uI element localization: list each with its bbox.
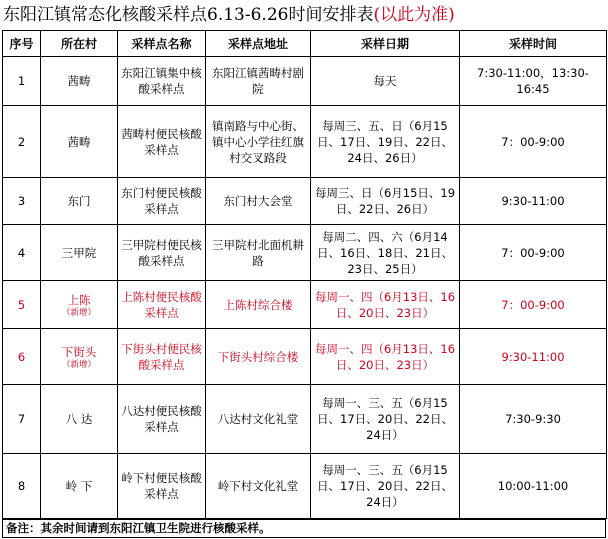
cell-dates-text: 每周三、五、日（6月15日、17日、19日、22日、24日、26日） xyxy=(317,118,453,165)
cell-time-text: 9:30-11:00 xyxy=(501,349,565,364)
table-row xyxy=(3,454,607,519)
cell-time xyxy=(460,385,607,454)
cell-site-name-text: 东门村便民核酸采样点 xyxy=(121,186,202,216)
cell-village-text: 岭 下 xyxy=(65,479,93,493)
cell-address xyxy=(206,329,311,385)
cell-dates-text: 每周二、四、六（6月14日、16日、18日、21日、23日、25日） xyxy=(317,229,453,276)
table-row xyxy=(3,225,607,281)
cell-village-text: 三甲院 xyxy=(61,245,97,260)
table-header-row xyxy=(3,31,607,57)
cell-site-name-text: 三甲院村便民核酸采样点 xyxy=(121,237,202,268)
cell-dates xyxy=(311,225,460,281)
header-time: 采样时间 xyxy=(460,31,607,57)
schedule-table xyxy=(2,30,607,519)
cell-dates xyxy=(311,106,460,178)
cell-address xyxy=(206,57,311,106)
cell-site-name-text: 岭下村便民核酸采样点 xyxy=(121,471,202,501)
cell-no-text: 6 xyxy=(17,349,26,364)
cell-dates-text: 每周三、日（6月15日、19日、22日、26日） xyxy=(314,186,456,216)
cell-dates-text: 每天 xyxy=(373,74,397,88)
cell-time xyxy=(460,281,607,329)
cell-site-name xyxy=(118,57,206,106)
cell-site-name-text: 下街头村便民核酸采样点 xyxy=(121,341,202,372)
cell-village xyxy=(41,281,118,329)
header-site-name: 采样点名称 xyxy=(118,31,206,57)
cell-site-name xyxy=(118,329,206,385)
cell-no xyxy=(3,225,41,281)
cell-village xyxy=(41,329,118,385)
cell-time xyxy=(460,178,607,225)
cell-address xyxy=(206,106,311,178)
cell-village-text: 茜畴 xyxy=(67,74,91,88)
cell-dates-text: 每周一、四（6月13日、16日、20日、23日） xyxy=(314,289,456,320)
header-dates: 采样日期 xyxy=(311,31,460,57)
new-tag: （新增） xyxy=(61,307,96,318)
cell-dates xyxy=(311,454,460,519)
footnote: 备注：其余时间请到东阳江镇卫生院进行核酸采样。 xyxy=(2,519,606,538)
cell-dates xyxy=(311,178,460,225)
cell-site-name xyxy=(118,454,206,519)
cell-time-text: 7：00-9:00 xyxy=(501,297,565,312)
cell-dates xyxy=(311,329,460,385)
cell-site-name-text: 茜畴村便民核酸采样点 xyxy=(121,126,202,157)
cell-no-text: 4 xyxy=(17,245,26,260)
cell-time xyxy=(460,57,607,106)
cell-no-text: 8 xyxy=(17,479,26,493)
cell-time-text: 10:00-11:00 xyxy=(497,479,569,493)
cell-village-text: 上陈 xyxy=(67,292,91,307)
header-no: 序号 xyxy=(3,31,41,57)
cell-time xyxy=(460,454,607,519)
page-title xyxy=(0,0,608,30)
cell-address-text: 上陈村综合楼 xyxy=(223,297,293,312)
cell-time xyxy=(460,329,607,385)
cell-site-name xyxy=(118,106,206,178)
cell-address xyxy=(206,454,311,519)
cell-no-text: 3 xyxy=(17,194,26,208)
cell-time xyxy=(460,106,607,178)
new-tag: （新增） xyxy=(61,359,96,370)
table-row xyxy=(3,106,607,178)
cell-site-name-text: 东阳江镇集中核酸采样点 xyxy=(121,66,202,96)
cell-address-text: 下街头村综合楼 xyxy=(217,349,299,364)
cell-no xyxy=(3,329,41,385)
cell-time xyxy=(460,225,607,281)
cell-no-text: 7 xyxy=(17,412,26,426)
cell-site-name-text: 上陈村便民核酸采样点 xyxy=(121,289,202,320)
cell-no-text: 1 xyxy=(17,74,26,88)
cell-dates xyxy=(311,57,460,106)
cell-no xyxy=(3,281,41,329)
cell-dates xyxy=(311,385,460,454)
table-row xyxy=(3,57,607,106)
cell-no xyxy=(3,106,41,178)
cell-village xyxy=(41,225,118,281)
cell-dates xyxy=(311,281,460,329)
cell-no xyxy=(3,385,41,454)
cell-address xyxy=(206,281,311,329)
cell-no-text: 2 xyxy=(17,134,26,149)
cell-no xyxy=(3,57,41,106)
cell-time-text: 9:30-11:00 xyxy=(501,194,565,208)
cell-address-text: 岭下村文化礼堂 xyxy=(217,479,299,493)
cell-village xyxy=(41,178,118,225)
cell-no xyxy=(3,454,41,519)
table-row xyxy=(3,329,607,385)
cell-village-text: 下街头 xyxy=(61,344,97,359)
title-highlight: (以此为准) xyxy=(373,5,455,25)
cell-address xyxy=(206,178,311,225)
cell-address xyxy=(206,225,311,281)
cell-site-name xyxy=(118,281,206,329)
cell-village xyxy=(41,106,118,178)
cell-village-text: 八 达 xyxy=(65,412,93,426)
cell-village xyxy=(41,385,118,454)
cell-dates-text: 每周一、三、五（6月15日、17日、20日、22日、24日） xyxy=(317,463,453,509)
cell-time-text: 7:30-9:30 xyxy=(505,412,561,426)
cell-village xyxy=(41,454,118,519)
cell-address-text: 东阳江镇茜畴村剧院 xyxy=(212,66,304,96)
cell-address-text: 镇南路与中心街、镇中心小学往红旗村交叉路段 xyxy=(212,118,304,165)
cell-site-name-text: 八达村便民核酸采样点 xyxy=(121,404,202,434)
cell-dates-text: 每周一、四（6月13日、16日、20日、23日） xyxy=(314,341,456,372)
cell-site-name xyxy=(118,385,206,454)
table-row xyxy=(3,385,607,454)
cell-address-text: 三甲院村北面机耕路 xyxy=(212,237,304,268)
cell-no-text: 5 xyxy=(17,297,26,312)
cell-site-name xyxy=(118,178,206,225)
cell-no xyxy=(3,178,41,225)
cell-time-text: 7:30-11:00，13:30-16:45 xyxy=(477,66,589,96)
cell-village-text: 茜畴 xyxy=(67,134,91,149)
cell-address xyxy=(206,385,311,454)
cell-village xyxy=(41,57,118,106)
cell-time-text: 7：00-9:00 xyxy=(501,245,565,260)
cell-address-text: 八达村文化礼堂 xyxy=(217,412,299,426)
cell-address-text: 东门村大会堂 xyxy=(223,194,293,208)
cell-site-name xyxy=(118,225,206,281)
header-village: 所在村 xyxy=(41,31,118,57)
table-row xyxy=(3,178,607,225)
title-main: 东阳江镇常态化核酸采样点6.13-6.26时间安排表 xyxy=(3,5,374,25)
cell-time-text: 7：00-9:00 xyxy=(501,134,565,149)
cell-dates-text: 每周一、三、五（6月15日、17日、20日、22日、24日） xyxy=(317,396,453,442)
header-site-address: 采样点地址 xyxy=(206,31,311,57)
table-row xyxy=(3,281,607,329)
cell-village-text: 东门 xyxy=(67,194,91,208)
